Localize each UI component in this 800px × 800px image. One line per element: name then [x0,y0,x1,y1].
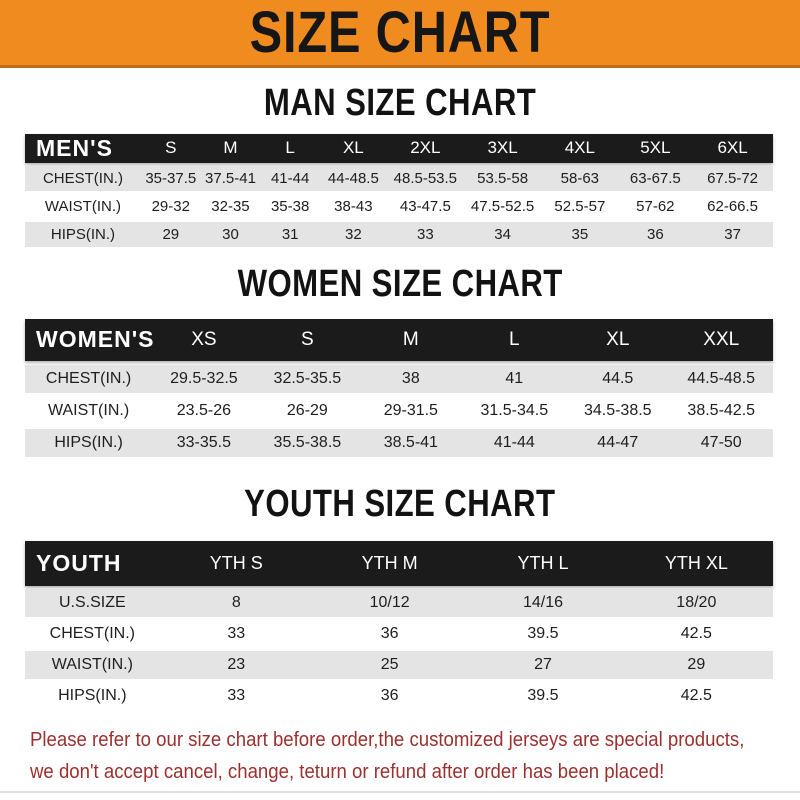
youth-column-header-yth-m: YTH M [361,552,418,573]
women-cell-chest-in-l: 41 [505,369,524,387]
men-table-title: MEN'S [36,134,113,161]
men-row-label-waist-in: WAIST(IN.) [44,197,122,215]
women-cell-waist-in-m: 29-31.5 [383,401,438,419]
women-cell-hips-in-l: 41-44 [493,433,535,451]
women-size-table [25,319,773,457]
women-cell-chest-in-xl: 44.5 [602,369,634,387]
men-cell-hips-in-4xl: 35 [571,225,589,243]
women-cell-hips-in-xxl: 47-50 [700,433,742,451]
youth-cell-u-s-size-yth-m: 10/12 [369,593,410,611]
women-row-label-waist-in: WAIST(IN.) [47,401,130,419]
men-row-label-hips-in: HIPS(IN.) [50,225,116,243]
size-chart-banner [0,0,800,68]
men-cell-chest-in-5xl: 63-67.5 [629,169,681,187]
men-cell-waist-in-4xl: 52.5-57 [554,197,606,215]
women-row-waist-in [25,397,773,425]
men-cell-chest-in-s: 35-37.5 [145,169,197,187]
men-section-heading [0,84,800,124]
men-section-heading-text: MAN SIZE CHART [263,82,537,124]
men-cell-hips-in-2xl: 33 [417,225,434,243]
men-cell-waist-in-2xl: 43-47.5 [399,197,451,215]
youth-cell-u-s-size-yth-l: 14/16 [522,593,563,611]
men-column-header-6xl: 6XL [717,138,748,158]
men-cell-waist-in-m: 32-35 [211,197,250,215]
men-cell-hips-in-5xl: 36 [646,225,664,243]
banner-title: SIZE CHART [249,0,551,65]
men-table-header-row [25,134,773,163]
men-cell-hips-in-6xl: 37 [724,225,741,243]
women-cell-waist-in-xxl: 38.5-42.5 [687,401,756,419]
youth-row-label-chest-in: CHEST(IN.) [49,624,135,642]
men-cell-chest-in-6xl: 67.5-72 [707,169,759,187]
men-cell-waist-in-xl: 38-43 [334,197,373,215]
men-cell-waist-in-6xl: 62-66.5 [707,197,759,215]
men-column-header-l: L [285,138,295,158]
men-row-waist-in [25,194,773,219]
youth-row-label-u-s-size: U.S.SIZE [58,593,126,611]
notice-line-1: Please refer to our size chart before order,the customized jerseys are special products, [30,728,745,751]
bottom-divider [0,791,800,793]
youth-cell-u-s-size-yth-s: 8 [231,593,241,611]
women-row-label-chest-in: CHEST(IN.) [45,369,132,387]
youth-cell-chest-in-yth-m: 36 [380,624,399,642]
men-cell-hips-in-m: 30 [222,225,239,243]
women-section-heading-text: WOMEN SIZE CHART [237,262,563,305]
women-cell-waist-in-l: 31.5-34.5 [480,401,549,419]
women-column-header-m: M [402,328,419,350]
women-row-hips-in [25,429,773,457]
youth-row-label-hips-in: HIPS(IN.) [58,686,127,704]
youth-cell-waist-in-yth-xl: 29 [687,655,706,673]
men-cell-chest-in-4xl: 58-63 [560,169,600,187]
men-cell-chest-in-xl: 44-48.5 [327,169,379,187]
youth-cell-chest-in-yth-l: 39.5 [527,624,559,642]
youth-row-hips-in [25,682,773,710]
women-cell-waist-in-xl: 34.5-38.5 [583,401,652,419]
women-cell-chest-in-xxl: 44.5-48.5 [687,369,756,387]
women-column-header-xs: XS [191,328,217,350]
women-cell-hips-in-m: 38.5-41 [383,433,438,451]
women-column-header-xl: XL [606,328,630,350]
men-cell-hips-in-xl: 32 [345,225,362,243]
youth-table-header-row [25,541,773,586]
men-cell-waist-in-l: 35-38 [270,197,310,215]
women-column-header-s: S [301,328,314,350]
men-column-header-4xl: 4XL [564,138,595,158]
men-column-header-5xl: 5XL [640,138,671,158]
men-cell-waist-in-3xl: 47.5-52.5 [470,197,535,215]
youth-cell-chest-in-yth-xl: 42.5 [680,624,712,642]
youth-row-label-waist-in: WAIST(IN.) [51,655,133,673]
youth-row-waist-in [25,651,773,679]
men-cell-waist-in-5xl: 57-62 [636,197,675,215]
youth-cell-hips-in-yth-s: 33 [227,686,246,704]
women-cell-chest-in-m: 38 [401,369,420,387]
youth-section-heading-text: YOUTH SIZE CHART [244,482,556,525]
notice-line-2: we don't accept cancel, change, teturn or refund after order has been placed! [30,760,665,783]
women-row-label-hips-in: HIPS(IN.) [54,433,123,451]
men-column-header-m: M [223,138,238,158]
youth-size-chart-section [0,482,800,710]
men-cell-hips-in-l: 31 [281,225,299,243]
men-column-header-3xl: 3XL [487,138,518,158]
men-cell-hips-in-s: 29 [162,225,180,243]
women-table-title: WOMEN'S [36,326,155,353]
women-cell-chest-in-xs: 29.5-32.5 [170,369,238,387]
men-row-chest-in [25,166,773,191]
women-cell-chest-in-s: 32.5-35.5 [273,369,342,387]
men-cell-chest-in-m: 37.5-41 [205,169,256,187]
youth-cell-hips-in-yth-m: 36 [380,686,399,704]
youth-section-heading [0,482,800,525]
women-column-header-xxl: XXL [703,328,740,350]
women-cell-hips-in-s: 35.5-38.5 [273,433,342,451]
youth-row-u-s-size [25,589,773,617]
women-size-chart-section [0,262,800,457]
women-cell-waist-in-xs: 23.5-26 [176,401,232,419]
men-cell-hips-in-3xl: 34 [494,225,511,243]
women-cell-waist-in-s: 26-29 [286,401,328,419]
youth-column-header-yth-l: YTH L [517,552,569,573]
men-row-hips-in [25,222,773,247]
women-table-header-row [25,319,773,361]
youth-size-table [25,541,773,710]
youth-cell-hips-in-yth-xl: 42.5 [680,686,712,704]
men-size-chart-section [0,84,800,247]
men-size-table [25,134,773,247]
women-column-header-l: L [509,328,520,350]
men-column-header-xl: XL [342,138,364,158]
women-row-chest-in [25,365,773,393]
women-section-heading [0,262,800,305]
youth-cell-u-s-size-yth-xl: 18/20 [676,593,717,611]
youth-cell-waist-in-yth-s: 23 [227,655,246,673]
men-cell-waist-in-s: 29-32 [151,197,190,215]
youth-cell-waist-in-yth-l: 27 [534,655,552,673]
youth-row-chest-in [25,620,773,648]
size-chart-sections [0,84,800,710]
youth-cell-hips-in-yth-l: 39.5 [527,686,559,704]
women-cell-hips-in-xs: 33-35.5 [176,433,232,451]
men-cell-chest-in-3xl: 53.5-58 [477,169,529,187]
youth-cell-chest-in-yth-s: 33 [227,624,246,642]
women-cell-hips-in-xl: 44-47 [597,433,639,451]
men-column-header-s: S [165,138,177,158]
men-cell-chest-in-l: 41-44 [270,169,310,187]
youth-column-header-yth-xl: YTH XL [664,552,728,573]
youth-cell-waist-in-yth-m: 25 [380,655,399,673]
men-column-header-2xl: 2XL [410,138,441,158]
men-cell-chest-in-2xl: 48.5-53.5 [393,169,458,187]
youth-column-header-yth-s: YTH S [209,552,263,573]
men-row-label-chest-in: CHEST(IN.) [42,169,123,187]
youth-table-title: YOUTH [36,549,122,576]
order-notice [30,724,800,788]
